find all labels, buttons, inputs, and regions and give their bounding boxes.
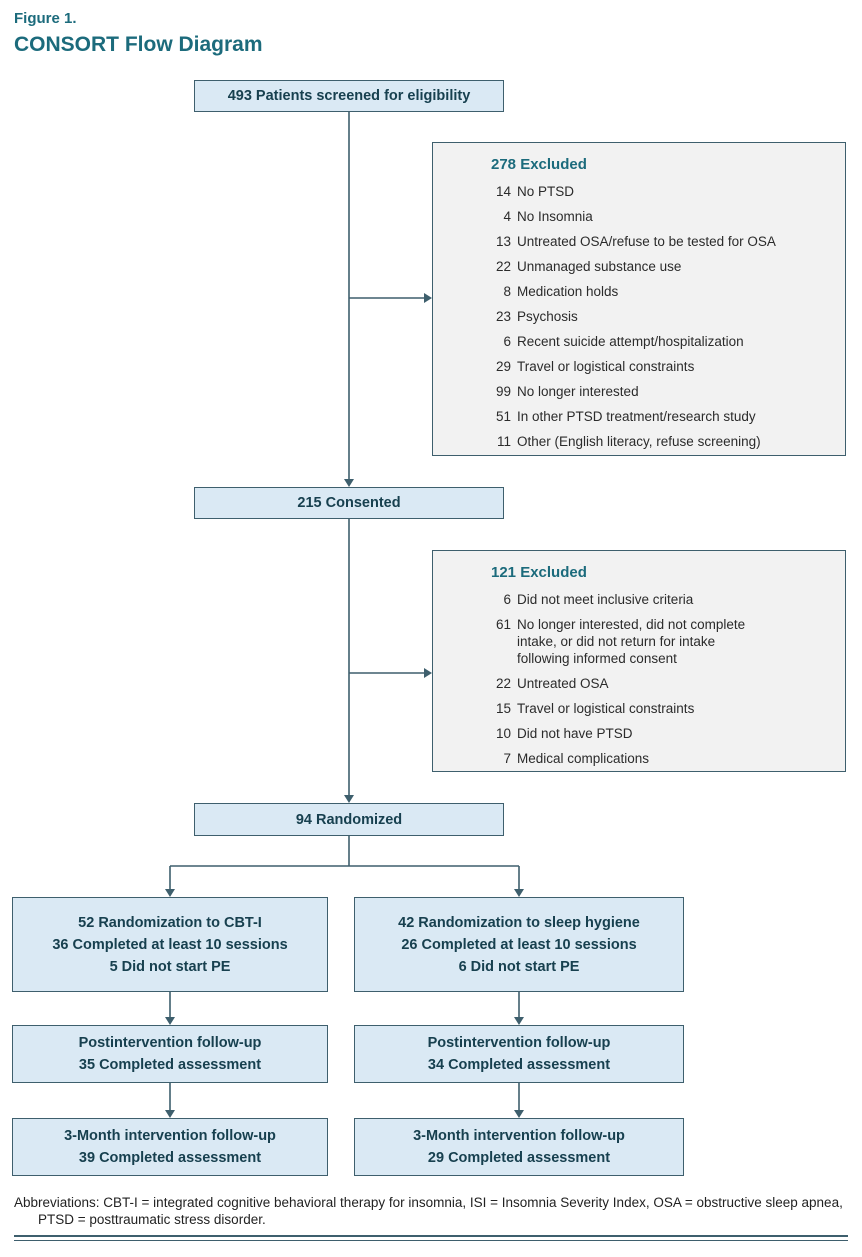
excluded-item-text: Travel or logistical constraints	[517, 359, 695, 374]
excluded-item	[491, 675, 835, 692]
excluded-item	[491, 750, 835, 767]
excluded-item	[491, 308, 835, 325]
excluded-item-text: In other PTSD treatment/research study	[517, 409, 756, 424]
post-line: Postintervention follow-up	[78, 1035, 262, 1051]
excluded-item	[491, 408, 835, 425]
excluded-item-count: 22	[495, 259, 511, 274]
screened-box	[194, 80, 504, 112]
excluded-item	[491, 208, 835, 225]
excluded-item-count: 23	[495, 309, 511, 324]
excluded-item-count: 99	[495, 384, 511, 399]
excluded-item-text: Did not have PTSD	[517, 726, 633, 741]
arrow-left-post-to-3month	[165, 1083, 175, 1118]
excluded-item-text: Untreated OSA	[517, 676, 609, 691]
arm-line: 52 Randomization to CBT-I	[78, 914, 262, 931]
excluded-item	[491, 725, 835, 742]
figure-title: CONSORT Flow Diagram	[14, 33, 263, 56]
excluded-item	[491, 233, 835, 250]
excluded-item-count: 8	[503, 284, 511, 299]
arrow-left-arm-to-post	[165, 992, 175, 1025]
post-line: Postintervention follow-up	[427, 1035, 611, 1051]
randomized-text: 94 Randomized	[295, 811, 403, 828]
excluded-item-text: Other (English literacy, refuse screening)	[517, 434, 761, 449]
excluded-item-text: Did not meet inclusive criteria	[517, 592, 694, 607]
excluded-item-text: No Insomnia	[517, 209, 593, 224]
excluded-item-count: 22	[495, 676, 511, 691]
cbti-arm-box	[12, 897, 328, 992]
excluded-item	[491, 616, 835, 667]
excluded-item-count: 6	[503, 334, 511, 349]
consented-text: 215 Consented	[297, 495, 401, 511]
excluded-item-text: No PTSD	[517, 184, 575, 199]
excluded-item	[491, 433, 835, 450]
month3-followup-right-box	[354, 1118, 684, 1176]
excluded-item	[491, 183, 835, 200]
sleep-hygiene-arm-box	[354, 897, 684, 992]
excluded-item-count: 29	[495, 359, 511, 374]
month3-line: 29 Completed assessment	[427, 1150, 611, 1166]
excluded-item-count: 13	[495, 234, 511, 249]
excluded-item-text: No longer interested	[517, 384, 639, 399]
excluded-2-header: 121 Excluded	[491, 564, 587, 581]
arrow-branch-to-excluded-2	[349, 668, 432, 678]
excluded-item-count: 51	[495, 409, 511, 424]
excluded-item-text: Travel or logistical constraints	[517, 701, 695, 716]
excluded-box-1	[432, 142, 846, 456]
arrow-split-to-right-arm	[514, 866, 524, 897]
excluded-item	[491, 591, 835, 608]
arrow-screened-to-consented	[344, 112, 354, 487]
excluded-item-count: 6	[503, 592, 511, 607]
screened-text: 493 Patients screened for eligibility	[227, 88, 471, 104]
excluded-item-count: 11	[496, 434, 511, 449]
excluded-box-2	[432, 550, 846, 772]
arm-line: 5 Did not start PE	[109, 958, 231, 975]
excluded-item-text: Medical complications	[517, 751, 650, 766]
arrow-branch-to-excluded-1	[349, 293, 432, 303]
post-followup-right-box	[354, 1025, 684, 1083]
month3-line: 3-Month intervention follow-up	[64, 1128, 276, 1144]
figure-label: Figure 1.	[14, 10, 77, 27]
excluded-item-count: 10	[495, 726, 511, 741]
excluded-item-text: Recent suicide attempt/hospitalization	[517, 334, 744, 349]
excluded-item	[491, 358, 835, 375]
excluded-item	[491, 258, 835, 275]
excluded-item-text: Untreated OSA/refuse to be tested for OSA	[517, 234, 776, 249]
consented-box	[194, 487, 504, 519]
excluded-item-count: 61	[495, 617, 511, 632]
excluded-item-text: Unmanaged substance use	[517, 259, 682, 274]
excluded-item-text: Medication holds	[517, 284, 619, 299]
bottom-double-rule	[14, 1235, 848, 1241]
excluded-item-count: 14	[495, 184, 511, 199]
excluded-item-count: 4	[503, 209, 511, 224]
post-followup-left-box	[12, 1025, 328, 1083]
excluded-item-count: 7	[503, 751, 511, 766]
post-line: 34 Completed assessment	[427, 1057, 611, 1073]
arm-line: 6 Did not start PE	[458, 958, 580, 975]
excluded-item-count: 15	[495, 701, 511, 716]
randomized-box	[194, 803, 504, 836]
excluded-1-header: 278 Excluded	[491, 156, 587, 173]
randomized-split-lines	[170, 836, 519, 866]
month3-line: 39 Completed assessment	[78, 1150, 262, 1166]
excluded-item	[491, 283, 835, 300]
arrow-right-arm-to-post	[514, 992, 524, 1025]
arrow-consented-to-randomized	[344, 519, 354, 803]
excluded-item	[491, 383, 835, 400]
arm-line: 42 Randomization to sleep hygiene	[398, 914, 640, 931]
post-line: 35 Completed assessment	[78, 1057, 262, 1073]
arm-line: 36 Completed at least 10 sessions	[52, 936, 288, 953]
arrow-split-to-left-arm	[165, 866, 175, 897]
excluded-item	[491, 700, 835, 717]
month3-followup-left-box	[12, 1118, 328, 1176]
arrow-right-post-to-3month	[514, 1083, 524, 1118]
month3-line: 3-Month intervention follow-up	[413, 1128, 625, 1144]
abbreviations-note: Abbreviations: CBT-I = integrated cognitive behavioral therapy for insomnia, ISI = Insomnia Severity Index, OSA = obstructive sleep apnea, PTSD = posttraumatic stress disorder.	[14, 1195, 843, 1227]
excluded-item-text: Psychosis	[517, 309, 578, 324]
excluded-item	[491, 333, 835, 350]
excluded-item-text: No longer interested, did not complete intake, or did not return for intake following informed consent	[517, 617, 746, 666]
arm-line: 26 Completed at least 10 sessions	[401, 936, 637, 953]
